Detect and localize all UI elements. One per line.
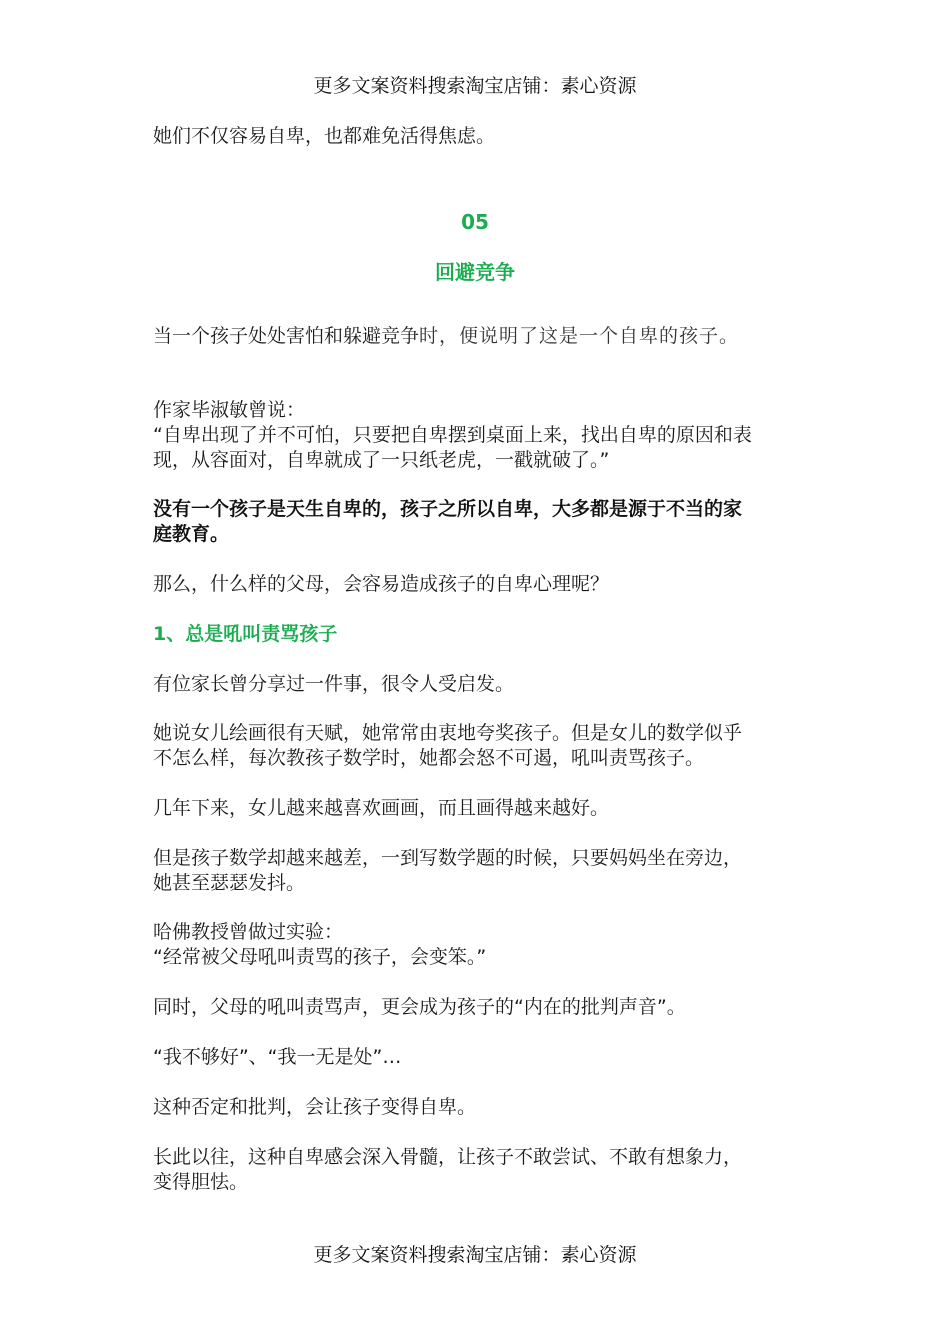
section-number: 05 <box>461 210 489 234</box>
paragraph-2 <box>153 721 803 771</box>
paragraph-5-line-1: 哈佛教授曾做过实验： <box>153 921 344 943</box>
paragraph-8: 这种否定和批判，会让孩子变得自卑。 <box>153 1096 477 1118</box>
lead-part-b: 时，便说明了这是一个自卑的孩子。 <box>419 325 740 347</box>
paragraph-2-line-2: 不怎么样，每次教孩子数学时，她都会怒不可遏，吼叫责骂孩子。 <box>153 747 705 769</box>
paragraph-4-line-1: 但是孩子数学却越来越差，一到写数学题的时候，只要妈妈坐在旁边， <box>153 847 743 869</box>
paragraph-5 <box>153 920 803 970</box>
quote-intro: 作家毕淑敏曾说： <box>153 399 306 421</box>
paragraph-2-line-1: 她说女儿绘画很有天赋，她常常由衷地夸奖孩子。但是女儿的数学似乎 <box>153 722 743 744</box>
paragraph-6: 同时，父母的吼叫责骂声，更会成为孩子的“内在的批判声音”。 <box>153 996 686 1018</box>
paragraph-4 <box>153 846 803 896</box>
paragraph-9 <box>153 1145 803 1195</box>
lead-paragraph <box>153 324 853 349</box>
intro-line: 她们不仅容易自卑，也都难免活得焦虑。 <box>153 125 496 147</box>
bold-statement <box>153 497 803 547</box>
bold-line-2: 庭教育。 <box>153 523 230 545</box>
page-footer: 更多文案资料搜索淘宝店铺：素心资源 <box>313 1244 637 1266</box>
section-title: 回避竞争 <box>435 260 515 284</box>
quote-line-2: 现，从容面对，自卑就成了一只纸老虎，一戳就破了。” <box>153 449 610 471</box>
page-header: 更多文案资料搜索淘宝店铺：素心资源 <box>313 75 637 97</box>
paragraph-9-line-1: 长此以往，这种自卑感会深入骨髓，让孩子不敢尝试、不敢有想象力， <box>153 1146 743 1168</box>
quote-block <box>153 398 803 473</box>
paragraph-3: 几年下来，女儿越来越喜欢画画，而且画得越来越好。 <box>153 797 610 819</box>
paragraph-7: “我不够好”、“我一无是处”… <box>153 1046 402 1068</box>
paragraph-5-line-2: “经常被父母吼叫责骂的孩子，会变笨。” <box>153 946 487 968</box>
subheading: 1、总是吼叫责骂孩子 <box>153 623 338 645</box>
bold-line-1: 没有一个孩子是天生自卑的，孩子之所以自卑，大多都是源于不当的家 <box>153 498 743 520</box>
paragraph-4-line-2: 她甚至瑟瑟发抖。 <box>153 872 306 894</box>
lead-part-a: 当一个孩子处处害怕和躲避竞争 <box>153 325 420 347</box>
paragraph-1: 有位家长曾分享过一件事，很令人受启发。 <box>153 673 515 695</box>
question-paragraph: 那么，什么样的父母，会容易造成孩子的自卑心理呢？ <box>153 573 610 595</box>
quote-line-1: “自卑出现了并不可怕，只要把自卑摆到桌面上来，找出自卑的原因和表 <box>153 424 752 446</box>
paragraph-9-line-2: 变得胆怯。 <box>153 1171 249 1193</box>
